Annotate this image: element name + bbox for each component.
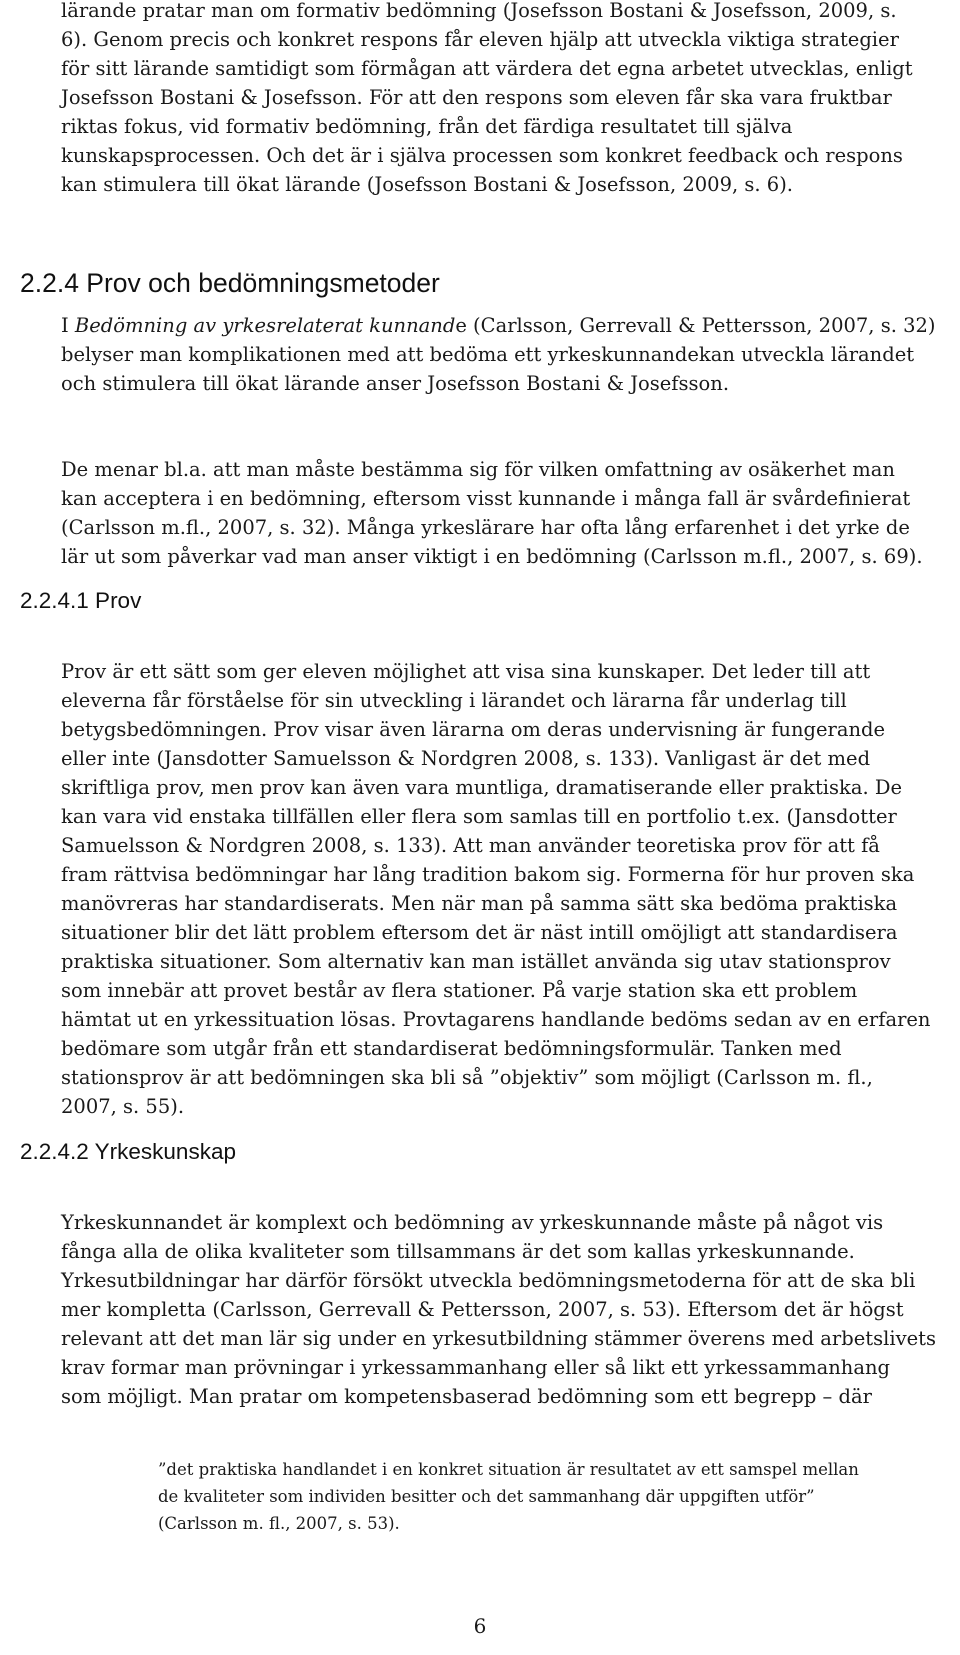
text-line: fånga alla de olika kvaliteter som tillsammans är det som kallas yrkeskunnande. xyxy=(61,1240,855,1263)
section-heading-2-2-4-2: 2.2.4.2 Yrkeskunskap xyxy=(20,1139,236,1164)
text-line: lär ut som påverkar vad man anser viktigt i en bedömning (Carlsson m.fl., 2007, s. 69). xyxy=(61,545,923,568)
text-line: belyser man komplikationen med att bedöma ett yrkeskunnandekan utveckla lärandet xyxy=(61,343,915,366)
text-line: skriftliga prov, men prov kan även vara muntliga, dramatiserande eller praktiska. De xyxy=(61,776,903,799)
book-title: Bedömning av yrkesrelaterat kunnand xyxy=(74,314,456,337)
text-prefix: I xyxy=(61,314,75,337)
text-line: relevant att det man lär sig under en yrkesutbildning stämmer överens med arbetslivets xyxy=(61,1327,936,1350)
text-line: Samuelsson & Nordgren 2008, s. 133). Att man använder teoretiska prov för att få xyxy=(61,834,880,857)
text-line: fram rättvisa bedömningar har lång tradition bakom sig. Formerna för hur proven ska xyxy=(61,863,915,886)
text-line: krav formar man prövningar i yrkessammanhang eller så likt ett yrkessammanhang xyxy=(61,1356,891,1379)
text-line: 2007, s. 55). xyxy=(61,1095,185,1118)
paragraph-yrkeskunskap xyxy=(61,1208,936,1411)
text-line: Yrkeskunnandet är komplext och bedömning av yrkeskunnande måste på något vis xyxy=(61,1211,884,1234)
text-fragment: e (Carlsson, Gerrevall & Pettersson, 2007, s. 32) xyxy=(455,314,936,337)
text-line: manövreras har standardiserats. Men när man på samma sätt ska bedöma praktiska xyxy=(61,892,898,915)
text-line: Yrkesutbildningar har därför försökt utveckla bedömningsmetoderna för att de ska bli xyxy=(61,1269,916,1292)
paragraph-prov xyxy=(61,657,931,1121)
quote-line: de kvaliteter som individen besitter och det sammanhang där uppgiften utför” xyxy=(158,1487,815,1506)
text-line: riktas fokus, vid formativ bedömning, från det färdiga resultatet till själva xyxy=(61,115,793,138)
section-heading-2-2-4-1: 2.2.4.1 Prov xyxy=(20,588,142,613)
quote-line: (Carlsson m. fl., 2007, s. 53). xyxy=(158,1514,400,1533)
text-line: stationsprov är att bedömningen ska bli så ”objektiv” som möjligt (Carlsson m. fl., xyxy=(61,1066,873,1089)
text-line: som innebär att provet består av flera stationer. På varje station ska ett problem xyxy=(61,979,858,1002)
quote-line: ”det praktiska handlandet i en konkret situation är resultatet av ett samspel mellan xyxy=(158,1460,859,1479)
section-heading-2-2-4: 2.2.4 Prov och bedömningsmetoder xyxy=(20,268,440,298)
text-line: lärande pratar man om formativ bedömning (Josefsson Bostani & Josefsson, 2009, s. xyxy=(61,0,897,22)
text-line: och stimulera till ökat lärande anser Josefsson Bostani & Josefsson. xyxy=(61,372,730,395)
text-line xyxy=(61,311,936,340)
block-quote xyxy=(158,1456,859,1537)
text-line: kan vara vid enstaka tillfällen eller flera som samlas till en portfolio t.ex. (Jansdotter xyxy=(61,805,897,828)
text-line: eller inte (Jansdotter Samuelsson & Nordgren 2008, s. 133). Vanligast är det med xyxy=(61,747,871,770)
text-line: kan stimulera till ökat lärande (Josefsson Bostani & Josefsson, 2009, s. 6). xyxy=(61,173,794,196)
page-number: 6 xyxy=(473,1614,487,1638)
text-line: mer kompletta (Carlsson, Gerrevall & Pettersson, 2007, s. 53). Eftersom det är högst xyxy=(61,1298,904,1321)
text-line: kan acceptera i en bedömning, eftersom visst kunnande i många fall är svårdefinierat xyxy=(61,487,911,510)
text-line: betygsbedömningen. Prov visar även lärarna om deras undervisning är fungerande xyxy=(61,718,886,741)
text-line: praktiska situationer. Som alternativ kan man istället använda sig utav stationsprov xyxy=(61,950,891,973)
text-line: Josefsson Bostani & Josefsson. För att den respons som eleven får ska vara fruktbar xyxy=(61,86,892,109)
paragraph-carlsson xyxy=(61,311,936,398)
text-line: De menar bl.a. att man måste bestämma sig för vilken omfattning av osäkerhet man xyxy=(61,458,895,481)
paragraph-formative-assessment xyxy=(61,0,913,199)
paragraph-uncertainty xyxy=(61,455,923,571)
text-line: för sitt lärande samtidigt som förmågan att värdera det egna arbetet utvecklas, enligt xyxy=(61,57,913,80)
text-line: som möjligt. Man pratar om kompetensbaserad bedömning som ett begrepp – där xyxy=(61,1385,872,1408)
text-line: hämtat ut en yrkessituation lösas. Provtagarens handlande bedöms sedan av en erfaren xyxy=(61,1008,931,1031)
text-line: Prov är ett sätt som ger eleven möjlighet att visa sina kunskaper. Det leder till att xyxy=(61,660,871,683)
text-line: situationer blir det lätt problem eftersom det är näst intill omöjligt att standardisera xyxy=(61,921,898,944)
text-line: 6). Genom precis och konkret respons får eleven hjälp att utveckla viktiga strategier xyxy=(61,28,899,51)
text-line: (Carlsson m.fl., 2007, s. 32). Många yrkeslärare har ofta lång erfarenhet i det yrke de xyxy=(61,516,910,539)
text-line: bedömare som utgår från ett standardiserat bedömningsformulär. Tanken med xyxy=(61,1037,842,1060)
text-line: kunskapsprocessen. Och det är i själva processen som konkret feedback och respons xyxy=(61,144,903,167)
text-line: eleverna får förståelse för sin utveckling i lärandet och lärarna får underlag till xyxy=(61,689,847,712)
